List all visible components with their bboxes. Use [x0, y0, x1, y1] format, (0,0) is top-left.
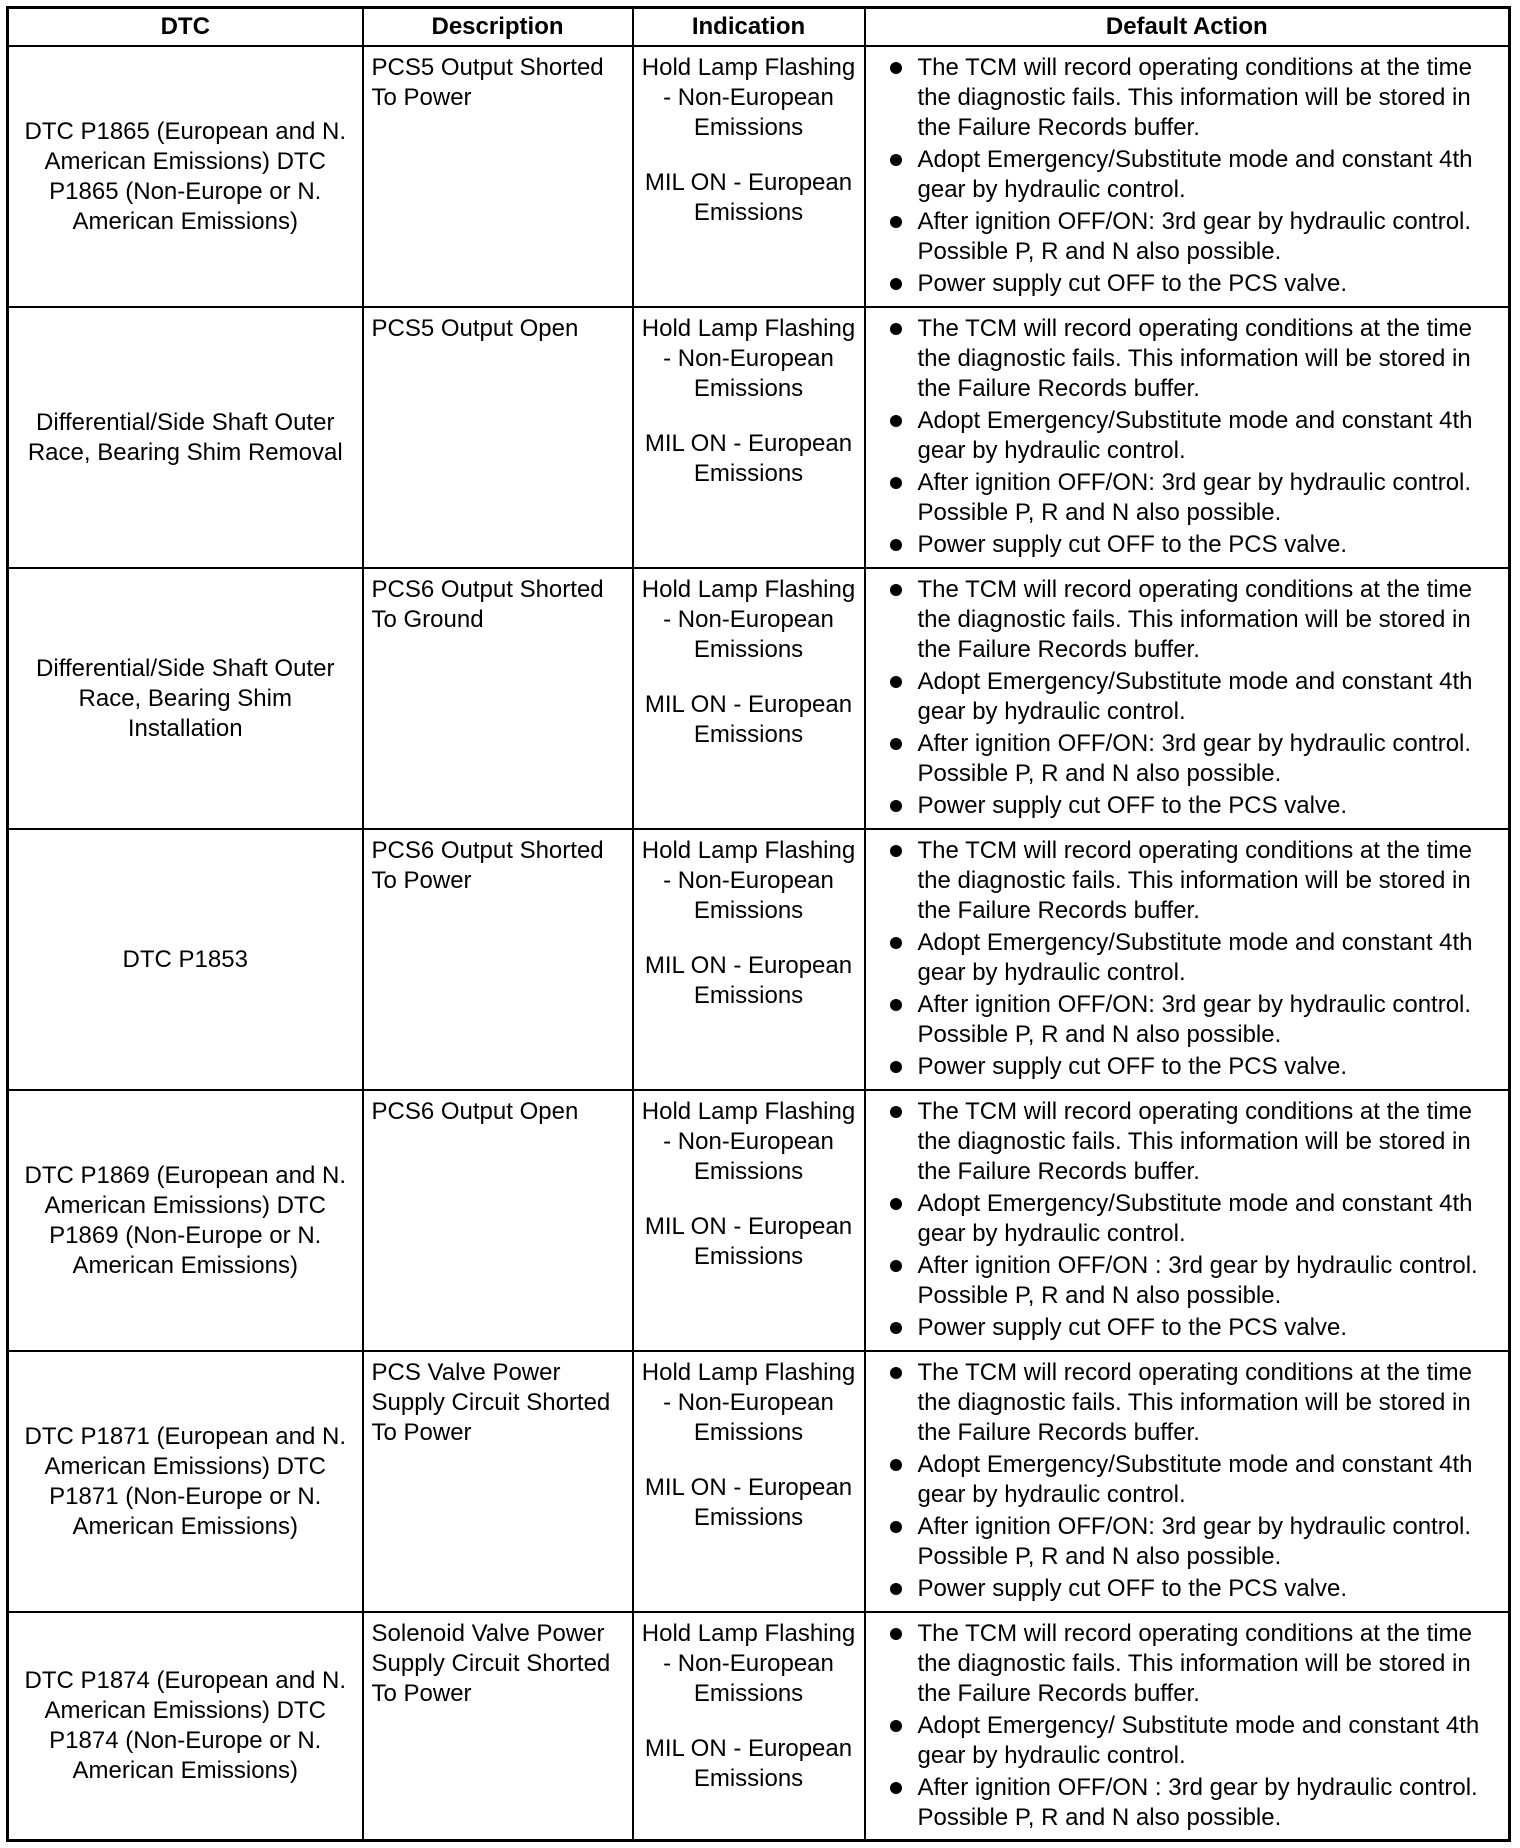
action-text: The TCM will record operating conditions at the time the diagnostic fails. This information will be stored in the Failure Records buffer.: [917, 837, 1472, 924]
header-default-action: Default Action: [865, 8, 1510, 47]
bullet-icon: [890, 1198, 902, 1210]
indication-spacer: [638, 1448, 860, 1473]
indication-text: MIL ON - European Emissions: [644, 1474, 853, 1531]
cell-description: PCS5 Output Shorted To Power: [363, 46, 633, 307]
action-list: [872, 575, 1503, 821]
action-text: After ignition OFF/ON : 3rd gear by hydraulic control. Possible P, R and N also possible.: [917, 1774, 1478, 1831]
indication-spacer: [638, 1709, 860, 1734]
action-item: [872, 1773, 1503, 1833]
bullet-icon: [890, 1720, 902, 1732]
header-indication: Indication: [633, 8, 865, 47]
action-text: Adopt Emergency/Substitute mode and constant 4th gear by hydraulic control.: [917, 407, 1473, 464]
bullet-icon: [890, 415, 902, 427]
action-text: The TCM will record operating conditions at the time the diagnostic fails. This information will be stored in the Failure Records buffer.: [917, 315, 1472, 402]
bullet-icon: [890, 1782, 902, 1794]
bullet-icon: [890, 1583, 902, 1595]
action-text: Power supply cut OFF to the PCS valve.: [917, 1053, 1348, 1080]
cell-default-action: [865, 568, 1510, 829]
action-text: Power supply cut OFF to the PCS valve.: [917, 792, 1348, 819]
action-text: Adopt Emergency/Substitute mode and constant 4th gear by hydraulic control.: [917, 146, 1473, 203]
cell-description: PCS5 Output Open: [363, 307, 633, 568]
cell-indication: [633, 46, 865, 307]
action-item: [872, 207, 1503, 267]
indication-text: MIL ON - European Emissions: [644, 430, 853, 487]
bullet-icon: [890, 999, 902, 1011]
indication-text: Hold Lamp Flashing - Non-European Emissions: [641, 576, 856, 663]
cell-default-action: [865, 829, 1510, 1090]
action-item: [872, 530, 1503, 560]
action-item: [872, 1052, 1503, 1082]
action-text: After ignition OFF/ON: 3rd gear by hydraulic control. Possible P, R and N also possible.: [917, 1513, 1472, 1570]
table-row: [8, 829, 1510, 1090]
action-item: [872, 667, 1503, 727]
bullet-icon: [890, 1260, 902, 1272]
cell-default-action: [865, 1351, 1510, 1612]
action-text: Power supply cut OFF to the PCS valve.: [917, 270, 1348, 297]
action-text: Power supply cut OFF to the PCS valve.: [917, 1575, 1348, 1602]
table-row: [8, 568, 1510, 829]
cell-dtc: DTC P1874 (European and N. American Emissions) DTC P1874 (Non-Europe or N. American Emissions): [8, 1612, 363, 1840]
action-text: After ignition OFF/ON: 3rd gear by hydraulic control. Possible P, R and N also possible.: [917, 730, 1472, 787]
action-item: [872, 928, 1503, 988]
action-item: [872, 1512, 1503, 1572]
action-list: [872, 1097, 1503, 1343]
bullet-icon: [890, 323, 902, 335]
indication-text: MIL ON - European Emissions: [644, 952, 853, 1009]
action-text: The TCM will record operating conditions at the time the diagnostic fails. This information will be stored in the Failure Records buffer.: [917, 1098, 1472, 1185]
cell-indication: [633, 829, 865, 1090]
indication-text: Hold Lamp Flashing - Non-European Emissions: [641, 54, 856, 141]
action-text: The TCM will record operating conditions at the time the diagnostic fails. This information will be stored in the Failure Records buffer.: [917, 576, 1472, 663]
cell-default-action: [865, 1612, 1510, 1840]
action-item: [872, 1097, 1503, 1187]
action-item: [872, 1711, 1503, 1771]
cell-indication: [633, 1090, 865, 1351]
action-text: After ignition OFF/ON: 3rd gear by hydraulic control. Possible P, R and N also possible.: [917, 208, 1472, 265]
indication-text: MIL ON - European Emissions: [644, 169, 853, 226]
cell-description: PCS Valve Power Supply Circuit Shorted To Power: [363, 1351, 633, 1612]
indication-text: MIL ON - European Emissions: [644, 691, 853, 748]
cell-description: PCS6 Output Shorted To Ground: [363, 568, 633, 829]
indication-text: Hold Lamp Flashing - Non-European Emissions: [641, 315, 856, 402]
cell-indication: [633, 307, 865, 568]
header-description: Description: [363, 8, 633, 47]
action-item: [872, 406, 1503, 466]
cell-indication: [633, 1351, 865, 1612]
action-text: Power supply cut OFF to the PCS valve.: [917, 531, 1348, 558]
action-item: [872, 990, 1503, 1050]
cell-default-action: [865, 46, 1510, 307]
indication-spacer: [638, 665, 860, 690]
bullet-icon: [890, 1322, 902, 1334]
action-list: [872, 1358, 1503, 1604]
bullet-icon: [890, 539, 902, 551]
cell-default-action: [865, 307, 1510, 568]
action-list: [872, 314, 1503, 560]
cell-dtc: DTC P1853: [8, 829, 363, 1090]
indication-text: Hold Lamp Flashing - Non-European Emissions: [641, 1620, 856, 1707]
bullet-icon: [890, 845, 902, 857]
action-text: The TCM will record operating conditions at the time the diagnostic fails. This information will be stored in the Failure Records buffer.: [917, 1359, 1472, 1446]
indication-spacer: [638, 404, 860, 429]
action-item: [872, 1619, 1503, 1709]
action-list: [872, 1619, 1503, 1833]
cell-default-action: [865, 1090, 1510, 1351]
bullet-icon: [890, 216, 902, 228]
action-text: Adopt Emergency/Substitute mode and constant 4th gear by hydraulic control.: [917, 668, 1473, 725]
bullet-icon: [890, 1106, 902, 1118]
bullet-icon: [890, 1521, 902, 1533]
header-dtc: DTC: [8, 8, 363, 47]
action-item: [872, 468, 1503, 528]
cell-dtc: DTC P1865 (European and N. American Emissions) DTC P1865 (Non-Europe or N. American Emissions): [8, 46, 363, 307]
bullet-icon: [890, 1628, 902, 1640]
action-item: [872, 1251, 1503, 1311]
table-row: [8, 1090, 1510, 1351]
action-list: [872, 53, 1503, 299]
action-item: [872, 1313, 1503, 1343]
action-item: [872, 791, 1503, 821]
bullet-icon: [890, 62, 902, 74]
bullet-icon: [890, 1367, 902, 1379]
bullet-icon: [890, 1459, 902, 1471]
bullet-icon: [890, 584, 902, 596]
action-item: [872, 314, 1503, 404]
action-text: After ignition OFF/ON : 3rd gear by hydraulic control. Possible P, R and N also possible.: [917, 1252, 1478, 1309]
indication-spacer: [638, 926, 860, 951]
cell-indication: [633, 568, 865, 829]
action-item: [872, 1189, 1503, 1249]
action-item: [872, 145, 1503, 205]
table-row: [8, 307, 1510, 568]
header-row: [8, 8, 1510, 47]
action-text: Power supply cut OFF to the PCS valve.: [917, 1314, 1348, 1341]
indication-text: Hold Lamp Flashing - Non-European Emissions: [641, 837, 856, 924]
bullet-icon: [890, 676, 902, 688]
action-text: Adopt Emergency/Substitute mode and constant 4th gear by hydraulic control.: [917, 1451, 1473, 1508]
cell-dtc: DTC P1871 (European and N. American Emissions) DTC P1871 (Non-Europe or N. American Emissions): [8, 1351, 363, 1612]
cell-dtc: DTC P1869 (European and N. American Emissions) DTC P1869 (Non-Europe or N. American Emissions): [8, 1090, 363, 1351]
bullet-icon: [890, 278, 902, 290]
cell-dtc: Differential/Side Shaft Outer Race, Bearing Shim Removal: [8, 307, 363, 568]
dtc-table: [6, 6, 1511, 1842]
indication-text: Hold Lamp Flashing - Non-European Emissions: [641, 1098, 856, 1185]
action-text: The TCM will record operating conditions at the time the diagnostic fails. This information will be stored in the Failure Records buffer.: [917, 1620, 1472, 1707]
action-text: The TCM will record operating conditions at the time the diagnostic fails. This information will be stored in the Failure Records buffer.: [917, 54, 1472, 141]
action-list: [872, 836, 1503, 1082]
table-row: [8, 1351, 1510, 1612]
bullet-icon: [890, 477, 902, 489]
action-text: Adopt Emergency/Substitute mode and constant 4th gear by hydraulic control.: [917, 929, 1473, 986]
action-text: Adopt Emergency/Substitute mode and constant 4th gear by hydraulic control.: [917, 1190, 1473, 1247]
action-item: [872, 53, 1503, 143]
action-item: [872, 836, 1503, 926]
bullet-icon: [890, 937, 902, 949]
action-item: [872, 1574, 1503, 1604]
indication-text: MIL ON - European Emissions: [644, 1735, 853, 1792]
bullet-icon: [890, 154, 902, 166]
action-item: [872, 269, 1503, 299]
bullet-icon: [890, 800, 902, 812]
bullet-icon: [890, 738, 902, 750]
indication-spacer: [638, 143, 860, 168]
cell-description: Solenoid Valve Power Supply Circuit Shorted To Power: [363, 1612, 633, 1840]
action-item: [872, 575, 1503, 665]
indication-text: Hold Lamp Flashing - Non-European Emissions: [641, 1359, 856, 1446]
indication-spacer: [638, 1187, 860, 1212]
action-text: After ignition OFF/ON: 3rd gear by hydraulic control. Possible P, R and N also possible.: [917, 469, 1472, 526]
cell-indication: [633, 1612, 865, 1840]
cell-description: PCS6 Output Shorted To Power: [363, 829, 633, 1090]
table-row: [8, 46, 1510, 307]
action-item: [872, 1358, 1503, 1448]
cell-description: PCS6 Output Open: [363, 1090, 633, 1351]
action-item: [872, 729, 1503, 789]
bullet-icon: [890, 1061, 902, 1073]
table-body: [8, 46, 1510, 1840]
action-item: [872, 1450, 1503, 1510]
action-text: Adopt Emergency/ Substitute mode and constant 4th gear by hydraulic control.: [917, 1712, 1480, 1769]
action-text: After ignition OFF/ON: 3rd gear by hydraulic control. Possible P, R and N also possible.: [917, 991, 1472, 1048]
indication-text: MIL ON - European Emissions: [644, 1213, 853, 1270]
cell-dtc: Differential/Side Shaft Outer Race, Bearing Shim Installation: [8, 568, 363, 829]
table-header: [8, 8, 1510, 47]
table-row: [8, 1612, 1510, 1840]
